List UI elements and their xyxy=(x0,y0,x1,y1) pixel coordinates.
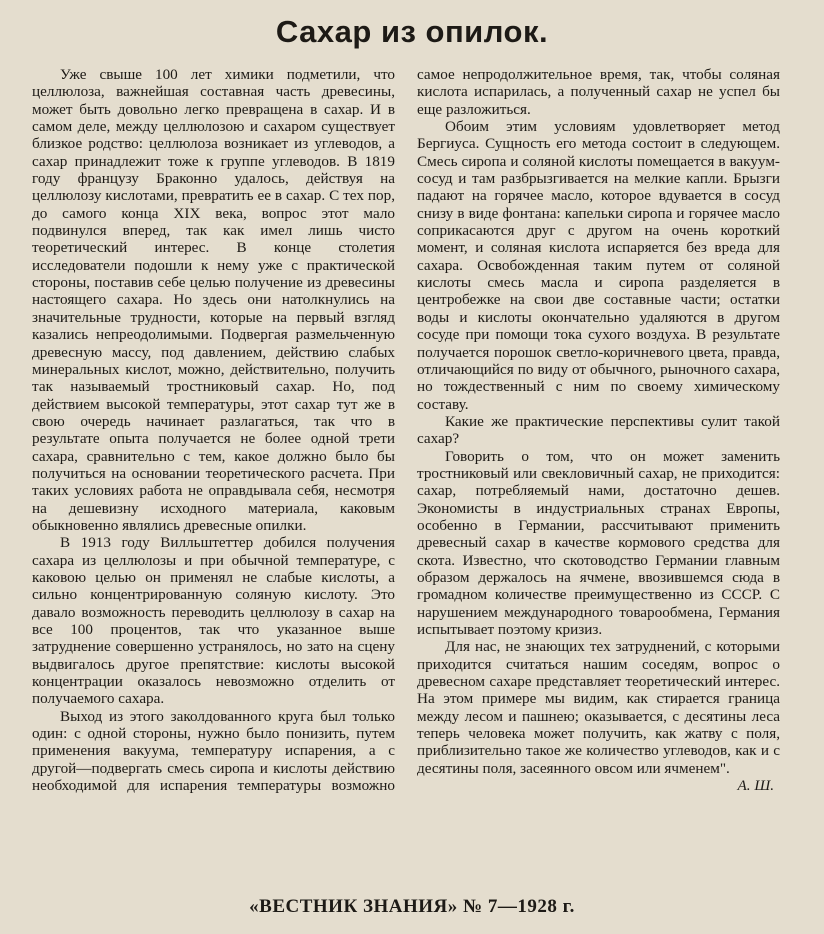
paragraph-3: Выход из этого заколдованного круга был только один: с одной стороны, нужно было понизить, путем применения вакуума, температуру испарения, а с другой—подвергать смесь сиропа и кислоты действию необходимой для испарения температуры возможно самое непродолжительное время, так, чтобы соляная кислота испарилась, а полученный сахар не успел бы еще разложиться. xyxy=(32,66,780,795)
article-body xyxy=(32,66,780,866)
publication-footer: «ВЕСТНИК ЗНАНИЯ» № 7—1928 г. xyxy=(249,896,575,917)
paragraph-4: Обоим этим условиям удовлетворяет метод Бергиуса. Сущность его метода состоит в следующем. Смесь сиропа и соляной кислоты помещается в вакуум-сосуд и там разбрызгивается на мелкие капли. Брызги падают на горячее масло, которое вдувается в сосуд снизу в виде фонтана: капельки сиропа и горячее масло соприкасаются друг с другом на очень короткий момент, и соляная кислота испаряется без вреда для сахара. Освобожденная таким путем от соляной кислоты смесь масла и сиропа разделяется в центробежке на свои две составные части; остатки воды и кислоты окончательно удаляются в другом сосуде при помощи тока сухого воздуха. В результате получается порошок светло-коричневого цвета, правда, отличающийся по виду от обычного, рыночного сахара, но тождественный с ним по своему химическому составу. xyxy=(417,118,780,413)
paragraph-5: Какие же практические перспективы сулит такой сахар? xyxy=(417,412,780,448)
author-signature: А. Ш. xyxy=(737,777,774,795)
paragraph-6: Говорить о том, что он может заменить тростниковый или свекловичный сахар, не приходится: сахар, потребляемый нами, достаточно дешев. Экономисты в индустриальных странах Европы, особенно в Германии, рассчитывают применить древесный сахар в качестве кормового средства для скота. Известно, что скотоводство Германии главным образом держалось на ячмене, ввозившемся сюда в громадном количестве преимущественно из СССР. С нарушением международного товарообмена, Германия испытывает поэтому кризиз. xyxy=(417,447,780,638)
paragraph-2: В 1913 году Вилльштеттер добился получения сахара из целлюлозы и при обычной температуре, с каковою целью он применял не слабые кислоты, а сильно концентрированную соляную кислоту. Это давало возможность переводить целлюлозу в сахар на все 100 процентов, так что указанное выше затруднение совершенно устранялось, но зато на сцену выдвигалось другое препятствие: кислоты высокой концентрации оказалось невозможно отделить от получаемого сахара. xyxy=(32,534,395,708)
article-title: Сахар из опилок. xyxy=(275,14,549,49)
paragraph-1: Уже свыше 100 лет химики подметили, что целлюлоза, важнейшая составная часть древесины, может быть довольно легко превращена в сахар. И в самом деле, между целлюлозою и сахаром существует близкое родство: целлюлоза возникает из углеводов, а сахар принадлежит тоже к группе углеводов. В 1819 году французу Браконно удалось, действуя на целлюлозу кислотами, превратить ее в сахар. С тех пор, до самого конца XIX века, вопрос этот мало подвинулся вперед, так как имел лишь чисто теоретический интерес. В конце столетия исследователи подошли к нему уже с практической стороны, поставив себе целью получение из древесины настоящего сахара. Но здесь они натолкнулись на значительные трудности, которые на первый взгляд казались непреодолимыми. Подвергая размельченную древесную массу, под давлением, действию слабых минеральных кислот, можно, действительно, получить так называемый тростниковый сахар. Но, под действием высокой температуры, этот сахар тут же в свою очередь начинает разлагаться, так что в результате опыта получается не более одной трети сахара, сравнительно с тем, какое должно было бы получиться на основании теоретического расчета. При таких условиях работа не оправдывала себя, несмотря на дешевизну исходного материала, каковым обыкновенно являлись древесные опилки. xyxy=(32,66,395,534)
paragraph-7: Для нас, не знающих тех затруднений, с которыми приходится считаться нашим соседям, вопрос о древесном сахаре представляет теоретический интерес. На этом примере мы видим, как стирается граница между лесом и пашнею; оказывается, с десятины леса теперь человека может получить, как жатву с поля, приблизительно такое же количество углеводов, как и с десятины поля, засеянного овсом или ячменем". xyxy=(417,638,780,777)
